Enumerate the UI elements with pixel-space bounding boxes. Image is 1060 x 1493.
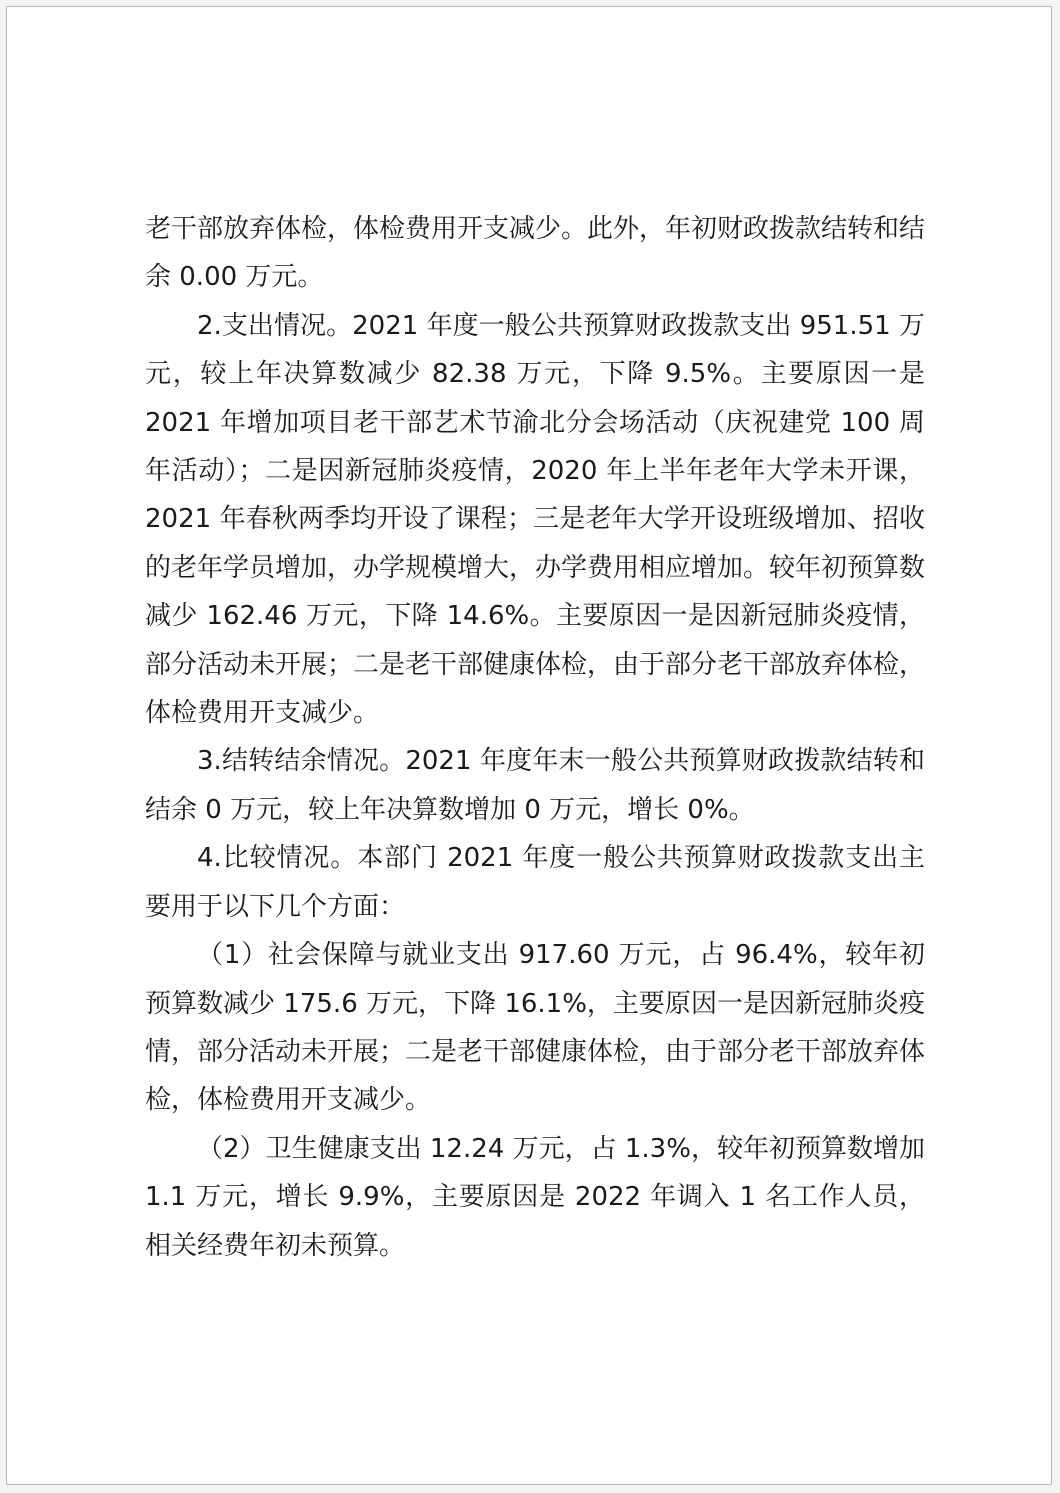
document-page	[6, 6, 1052, 1485]
paragraph-expenditure: 2.支出情况。2021 年度一般公共预算财政拨款支出 951.51 万元，较上年决算数减少 82.38 万元，下降 9.5%。主要原因一是 2021 年增加项目老干部艺术节渝北分会场活动（庆祝建党 100 周年活动）；二是因新冠肺炎疫情，2020 年上半年老年大学未开课，2021 年春秋两季均开设了课程；三是老年大学开设班级增加、招收的老年学员增加，办学规模增大，办学费用相应增加。较年初预算数减少 162.46 万元，下降 14.6%。主要原因一是因新冠肺炎疫情，部分活动未开展；二是老干部健康体检，由于部分老干部放弃体检，体检费用开支减少。	[145, 310, 926, 729]
paragraph-social-security: （1）社会保障与就业支出 917.60 万元，占 96.4%，较年初预算数减少 175.6 万元，下降 16.1%，主要原因一是因新冠肺炎疫情，部分活动未开展；二是老干部健康体检，由于部分老干部放弃体检，体检费用开支减少。	[145, 940, 926, 1116]
paragraph-continuation: 老干部放弃体检，体检费用开支减少。此外，年初财政拨款结转和结余 0.00 万元。	[145, 214, 926, 293]
paragraph-comparison: 4.比较情况。本部门 2021 年度一般公共预算财政拨款支出主要用于以下几个方面：	[145, 843, 925, 922]
paragraph-carryover: 3.结转结余情况。2021 年度年末一般公共预算财政拨款结转和结余 0 万元，较上年决算数增加 0 万元，增长 0%。	[145, 746, 925, 825]
document-body	[145, 205, 925, 1270]
paragraph-health: （2）卫生健康支出 12.24 万元，占 1.3%，较年初预算数增加 1.1 万元，增长 9.9%，主要原因是 2022 年调入 1 名工作人员，相关经费年初未预算。	[145, 1133, 925, 1261]
